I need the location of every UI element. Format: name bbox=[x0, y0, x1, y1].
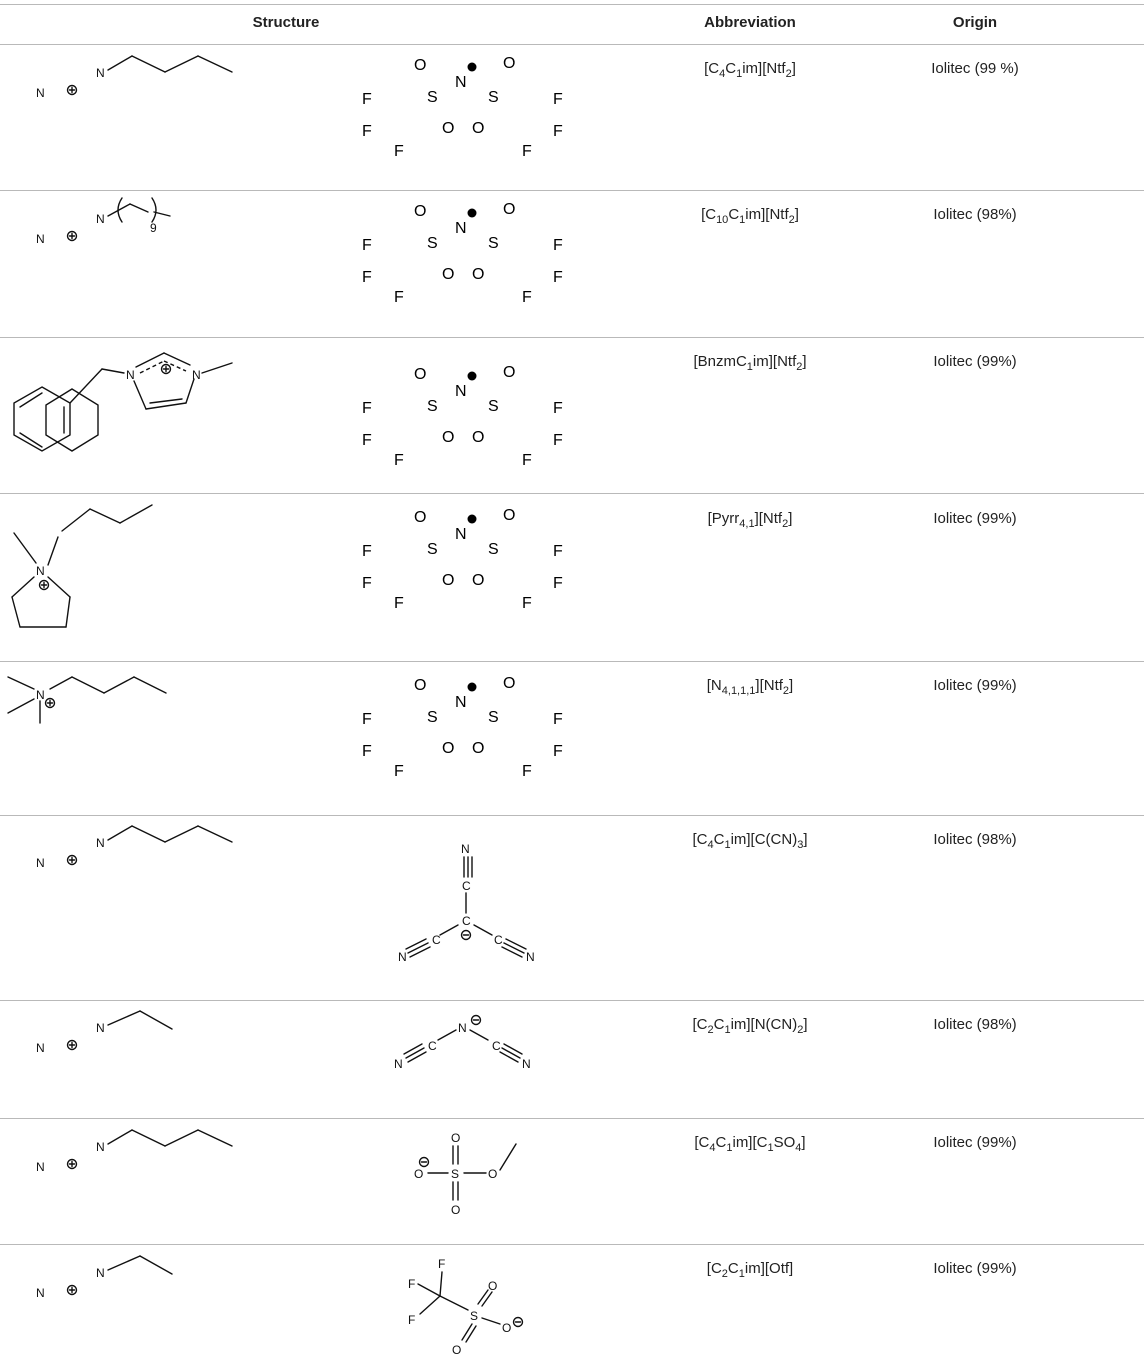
abbreviation-text: C bbox=[725, 60, 737, 77]
abbreviation-subscript: 4 bbox=[709, 1142, 716, 1154]
abbreviation-text: ][Ntf bbox=[755, 677, 783, 694]
abbreviation-text: [C bbox=[704, 60, 720, 77]
abbreviation-text: ][Ntf bbox=[754, 510, 783, 527]
svg-text:O: O bbox=[488, 1167, 498, 1181]
header-origin: Origin bbox=[952, 14, 998, 31]
origin-cell: Iolitec (98%) bbox=[933, 206, 1017, 223]
abbreviation-text: ] bbox=[801, 1134, 806, 1151]
svg-text:N: N bbox=[522, 1057, 531, 1071]
abbreviation-subscript: 10 bbox=[716, 214, 729, 226]
abbreviation-subscript: 1 bbox=[738, 1268, 745, 1280]
svg-text:N: N bbox=[36, 1286, 45, 1300]
abbreviation-text: ] bbox=[794, 206, 799, 223]
abbreviation-text: SO bbox=[773, 1134, 796, 1151]
svg-text:N: N bbox=[126, 368, 135, 382]
svg-text:O: O bbox=[451, 1131, 461, 1145]
abbreviation-subscript: 3 bbox=[797, 839, 804, 851]
svg-text:O: O bbox=[414, 1167, 424, 1181]
svg-text:C: C bbox=[492, 1039, 501, 1053]
svg-text:C: C bbox=[462, 914, 471, 928]
abbreviation-text: [C bbox=[692, 831, 708, 848]
anion-structure bbox=[0, 0, 640, 150]
abbreviation-text: [C bbox=[692, 1016, 708, 1033]
svg-text:N: N bbox=[36, 856, 45, 870]
abbreviation-text: ] bbox=[803, 1016, 808, 1033]
abbreviation-subscript: 4 bbox=[795, 1142, 802, 1154]
abbreviation-subscript: 2 bbox=[707, 1024, 714, 1036]
abbreviation-subscript: 1 bbox=[736, 68, 743, 80]
atom-label: N bbox=[96, 66, 105, 80]
abbreviation-cell bbox=[650, 1134, 850, 1154]
abbreviation-cell bbox=[650, 831, 850, 851]
svg-text:C: C bbox=[432, 933, 441, 947]
svg-text:N: N bbox=[398, 950, 407, 964]
svg-text:C: C bbox=[462, 879, 471, 893]
abbreviation-cell bbox=[650, 206, 850, 226]
svg-text:S: S bbox=[470, 1309, 479, 1323]
abbreviation-subscript: 4,1 bbox=[739, 518, 755, 530]
svg-text:N: N bbox=[96, 1021, 105, 1035]
abbreviation-text: ] bbox=[802, 353, 807, 370]
abbreviation-text: ] bbox=[803, 831, 808, 848]
abbreviation-cell bbox=[650, 1016, 850, 1036]
anion-structure bbox=[0, 452, 640, 612]
anion-structure bbox=[0, 146, 640, 296]
abbreviation-text: im][Ntf bbox=[752, 353, 797, 370]
svg-text:O: O bbox=[451, 1203, 461, 1217]
abbreviation-subscript: 4 bbox=[719, 68, 726, 80]
abbreviation-subscript: 2 bbox=[785, 68, 792, 80]
abbreviation-subscript: 1 bbox=[767, 1142, 774, 1154]
svg-text:N: N bbox=[36, 564, 45, 578]
svg-text:N: N bbox=[192, 368, 201, 382]
abbreviation-cell bbox=[650, 510, 850, 530]
svg-text:N: N bbox=[96, 212, 105, 226]
abbreviation-subscript: 1 bbox=[726, 1142, 733, 1154]
anion-structure bbox=[0, 1244, 640, 1363]
svg-text:C: C bbox=[494, 933, 503, 947]
abbreviation-text: ] bbox=[788, 510, 793, 527]
origin-cell: Iolitec (99%) bbox=[933, 1260, 1017, 1277]
abbreviation-subscript: 2 bbox=[782, 685, 790, 697]
svg-text:N: N bbox=[96, 1266, 105, 1280]
abbreviation-cell bbox=[650, 60, 850, 80]
abbreviation-subscript: 2 bbox=[721, 1268, 728, 1280]
svg-text:N: N bbox=[461, 842, 470, 856]
svg-text:9: 9 bbox=[150, 221, 157, 235]
svg-text:O: O bbox=[488, 1279, 498, 1293]
abbreviation-text: im][N(CN) bbox=[730, 1016, 798, 1033]
header-structure: Structure bbox=[252, 14, 320, 31]
origin-cell: Iolitec (99%) bbox=[933, 510, 1017, 527]
svg-text:N: N bbox=[36, 1041, 45, 1055]
abbreviation-subscript: 1 bbox=[746, 361, 753, 373]
abbreviation-text: [N bbox=[706, 677, 722, 694]
svg-text:F: F bbox=[438, 1257, 446, 1271]
origin-cell: Iolitec (98%) bbox=[933, 1016, 1017, 1033]
abbreviation-text: [Pyrr bbox=[707, 510, 740, 527]
abbreviation-cell bbox=[650, 677, 850, 697]
abbreviation-text: ] bbox=[791, 60, 796, 77]
abbreviation-text: C bbox=[713, 1016, 725, 1033]
abbreviation-text: im][Ntf bbox=[745, 206, 789, 223]
svg-text:C: C bbox=[428, 1039, 437, 1053]
abbreviation-text: im][C bbox=[732, 1134, 768, 1151]
abbreviation-text: [C bbox=[694, 1134, 710, 1151]
abbreviation-text: C bbox=[727, 1260, 739, 1277]
origin-cell: Iolitec (98%) bbox=[933, 831, 1017, 848]
abbreviation-subscript: 1 bbox=[739, 214, 746, 226]
abbreviation-subscript: 2 bbox=[782, 518, 789, 530]
svg-text:N: N bbox=[96, 836, 105, 850]
origin-cell: Iolitec (99%) bbox=[933, 353, 1017, 370]
abbreviation-text: ] bbox=[789, 677, 794, 694]
abbreviation-text: im][Otf] bbox=[744, 1260, 794, 1277]
svg-text:O: O bbox=[502, 1321, 512, 1335]
svg-text:N: N bbox=[36, 688, 45, 702]
abbreviation-subscript: 4 bbox=[707, 839, 714, 851]
svg-text:F: F bbox=[408, 1277, 416, 1291]
abbreviation-subscript: 1 bbox=[724, 839, 731, 851]
abbreviation-text: C bbox=[715, 1134, 727, 1151]
abbreviation-subscript: 2 bbox=[797, 1024, 804, 1036]
svg-text:N: N bbox=[394, 1057, 403, 1071]
atom-label: N bbox=[36, 86, 45, 100]
abbreviation-text: [C bbox=[701, 206, 717, 223]
abbreviation-subscript: 2 bbox=[788, 214, 795, 226]
svg-text:N: N bbox=[458, 1021, 467, 1035]
abbreviation-subscript: 2 bbox=[796, 361, 803, 373]
abbreviation-text: C bbox=[728, 206, 740, 223]
svg-text:N: N bbox=[36, 1160, 45, 1174]
origin-cell: Iolitec (99%) bbox=[933, 677, 1017, 694]
svg-text:F: F bbox=[408, 1313, 416, 1327]
svg-text:N: N bbox=[526, 950, 535, 964]
svg-text:O: O bbox=[452, 1343, 462, 1357]
abbreviation-text: im][C(CN) bbox=[730, 831, 798, 848]
origin-cell: Iolitec (99%) bbox=[933, 1134, 1017, 1151]
abbreviation-subscript: 4,1,1,1 bbox=[721, 685, 756, 697]
abbreviation-subscript: 1 bbox=[724, 1024, 731, 1036]
anion-structure bbox=[0, 620, 640, 780]
origin-cell: Iolitec (99 %) bbox=[931, 60, 1019, 77]
abbreviation-cell bbox=[650, 353, 850, 373]
abbreviation-text: [BnzmC bbox=[693, 353, 747, 370]
abbreviation-text: im][Ntf bbox=[742, 60, 786, 77]
header-abbreviation: Abbreviation bbox=[704, 14, 796, 31]
abbreviation-cell bbox=[650, 1260, 850, 1280]
abbreviation-text: [C bbox=[706, 1260, 722, 1277]
svg-text:N: N bbox=[36, 232, 45, 246]
svg-text:N: N bbox=[96, 1140, 105, 1154]
svg-text:S: S bbox=[451, 1167, 460, 1181]
abbreviation-text: C bbox=[713, 831, 725, 848]
